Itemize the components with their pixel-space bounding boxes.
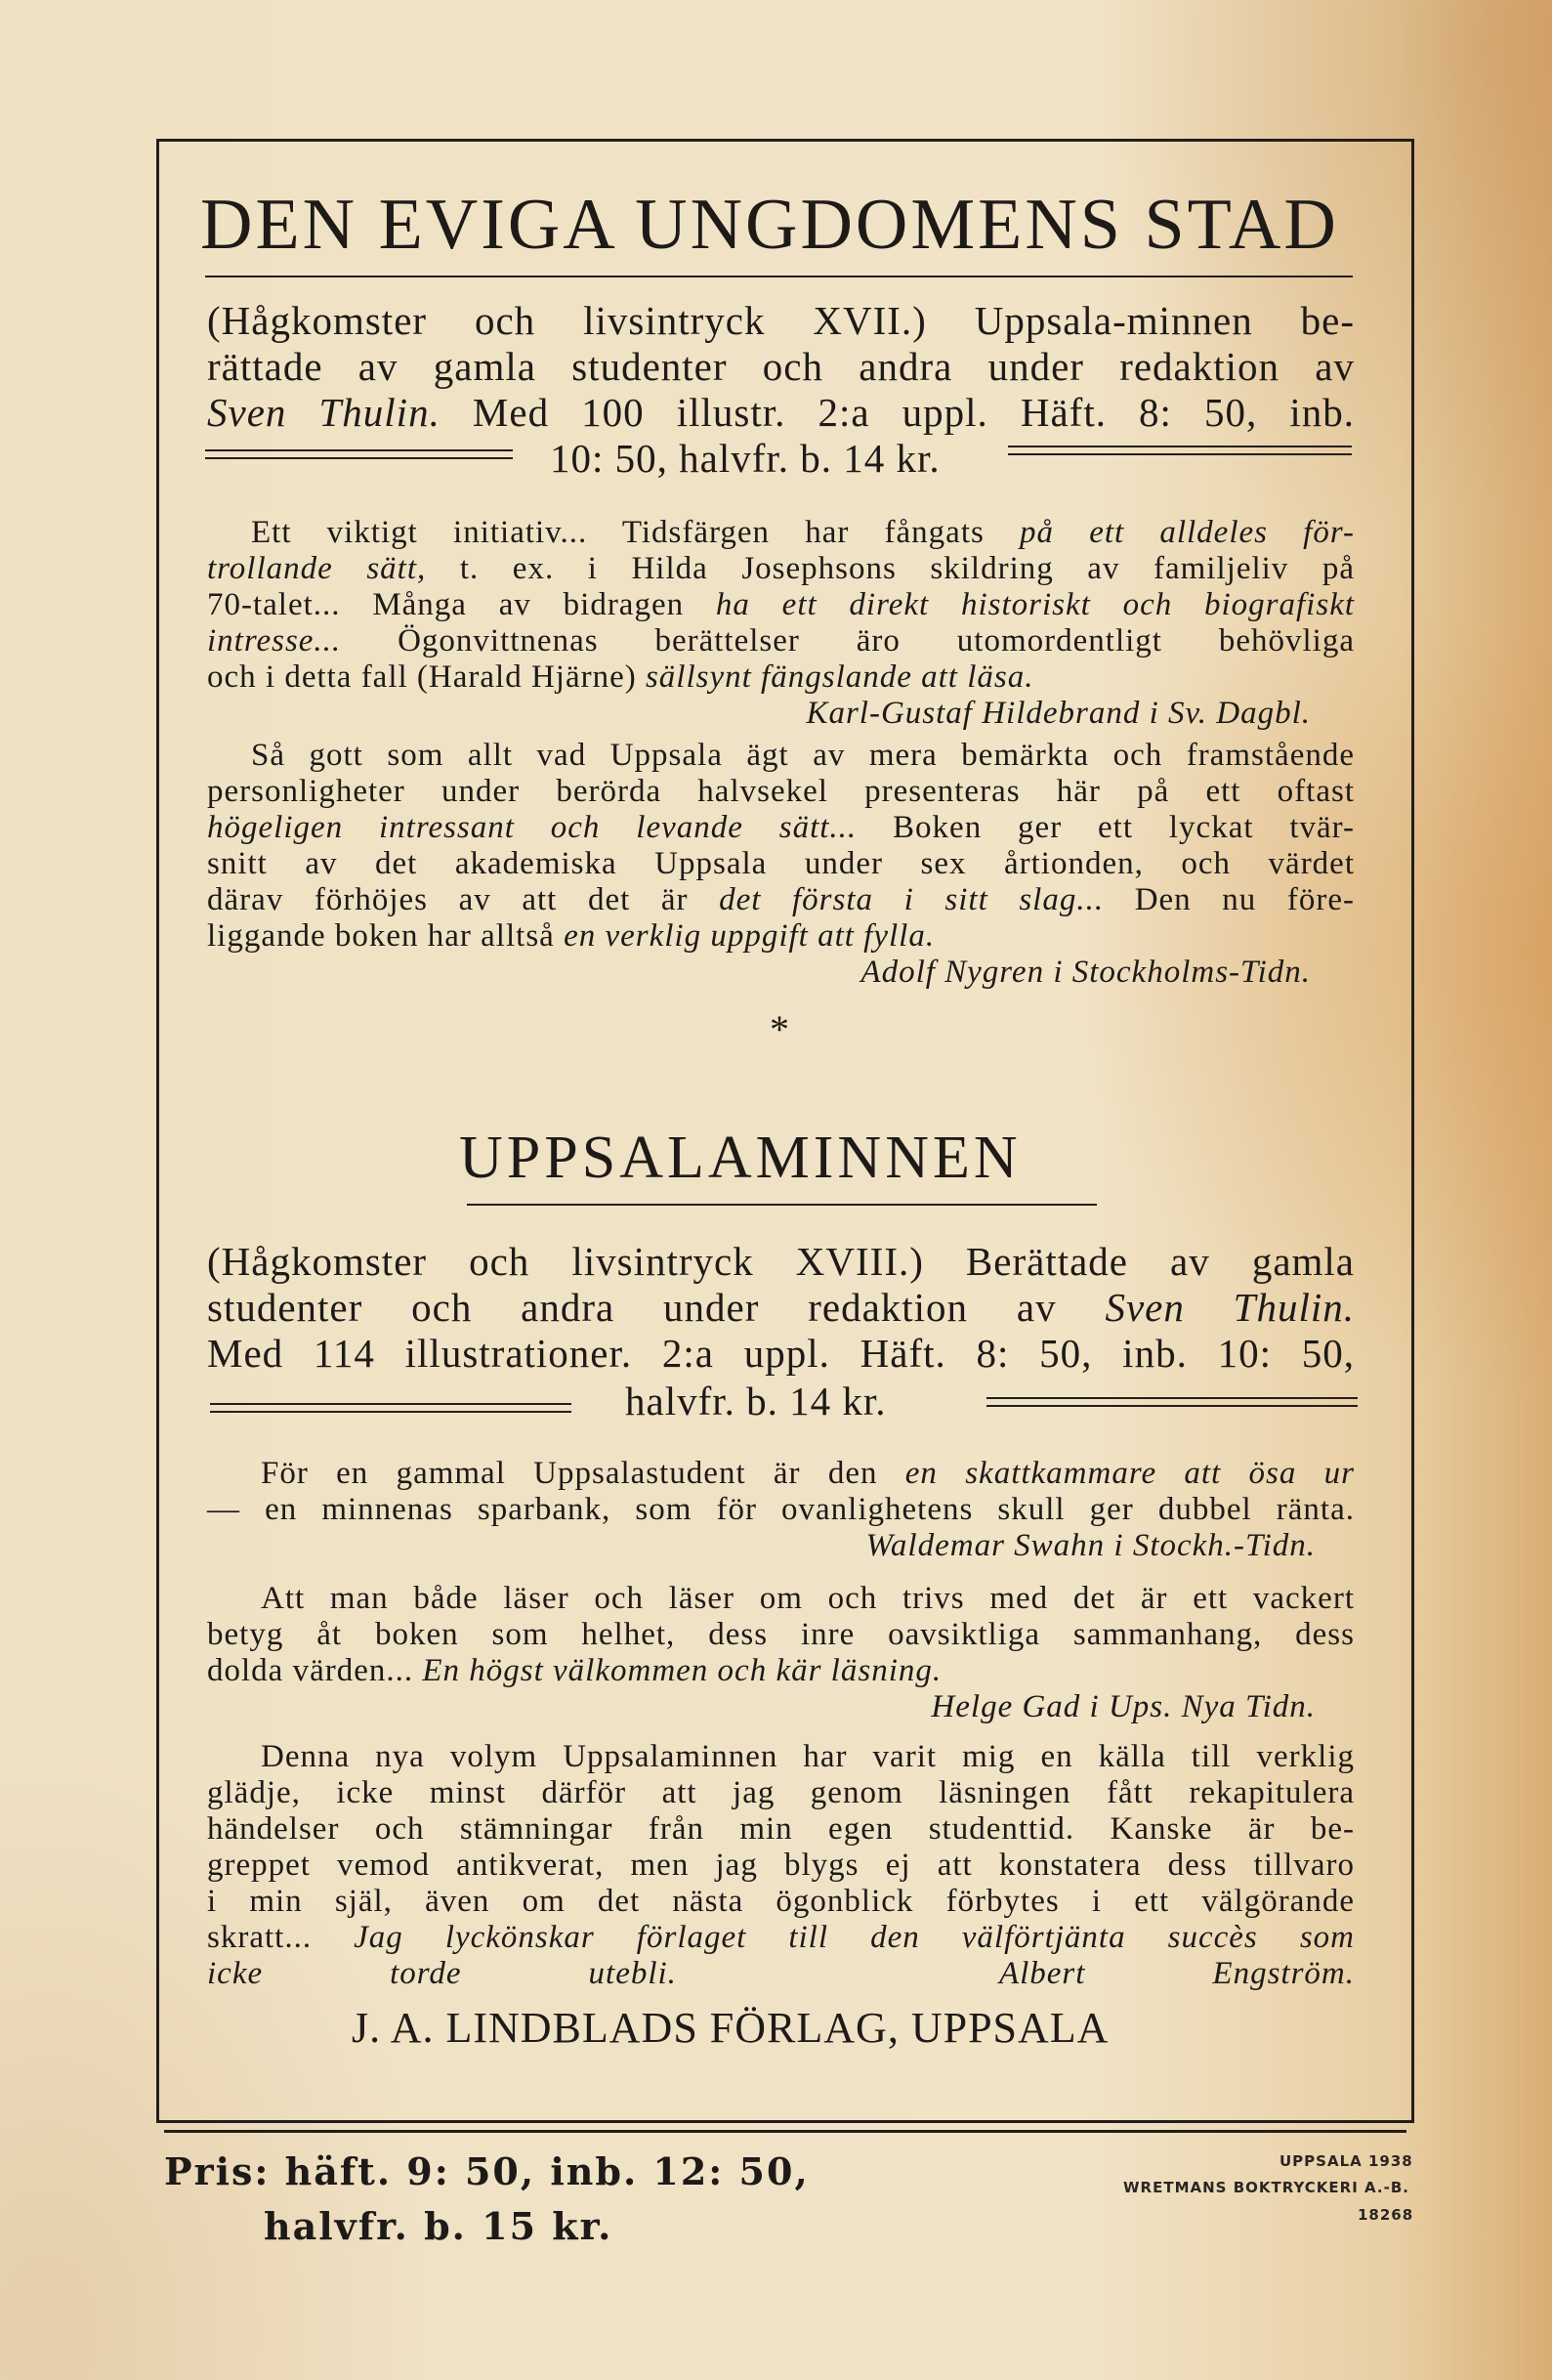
section2-desc-line: (Hågkomster och livsintryck XVIII.) Berättade av gamla bbox=[207, 1239, 1355, 1284]
review-line: i min själ, även om det nästa ögonblick förbytes i ett välgörande bbox=[207, 1884, 1355, 1919]
section1-desc-line bbox=[207, 390, 1355, 436]
section2-title-rule bbox=[467, 1204, 1097, 1206]
double-rule-left bbox=[205, 449, 513, 459]
section1-desc-line: rättade av gamla studenter och andra under redaktion av bbox=[207, 344, 1355, 389]
frame-bottom-rule bbox=[164, 2130, 1406, 2133]
review-source: Adolf Nygren i Stockholms-Tidn. bbox=[860, 955, 1311, 990]
section1-description bbox=[207, 298, 1355, 436]
review-line: betyg åt boken som helhet, dess inre oavsiktliga sammanhang, dess bbox=[207, 1617, 1355, 1652]
review-source: Helge Gad i Ups. Nya Tidn. bbox=[931, 1689, 1316, 1724]
publisher-name: J. A. LINDBLADS FÖRLAG, UPPSALA bbox=[352, 2004, 1110, 2052]
editor-name: Sven Thulin. bbox=[207, 390, 440, 435]
review-line: därav förhöjes av att det är det första i sitt slag... Den nu före- bbox=[207, 882, 1355, 917]
section1-price-line: 10: 50, halvfr. b. 14 kr. bbox=[550, 436, 941, 481]
review-line: trollande sätt, t. ex. i Hilda Josephsons skildring av familjeliv på bbox=[207, 551, 1355, 586]
section1-review-2 bbox=[207, 738, 1355, 991]
double-rule-left bbox=[210, 1403, 571, 1413]
review-line: Ett viktigt initiativ... Tidsfärgen har fångats på ett alldeles för- bbox=[251, 515, 1356, 550]
review-line: Så gott som allt vad Uppsala ägt av mera bemärkta och framstående bbox=[251, 738, 1355, 773]
printer-number: 18268 bbox=[1358, 2206, 1414, 2224]
review-line: händelser och stämningar från min egen studenttid. Kanske är be- bbox=[207, 1811, 1355, 1847]
section1-review-1 bbox=[207, 515, 1355, 732]
review-line: greppet vemod antikverat, men jag blygs ej att konstatera dess tillvaro bbox=[207, 1848, 1355, 1883]
section2-price-line: halvfr. b. 14 kr. bbox=[625, 1379, 887, 1424]
review-line: högeligen intressant och levande sätt... Boken ger ett lyckat tvär- bbox=[207, 810, 1355, 845]
printer-name: WRETMANS BOKTRYCKERI A.-B. bbox=[1123, 2179, 1409, 2196]
section1-desc-line: (Hågkomster och livsintryck XVII.) Uppsala-minnen be- bbox=[207, 298, 1355, 343]
review-line: Att man både läser och läser om och trivs med det är ett vackert bbox=[261, 1581, 1355, 1616]
section2-review-2 bbox=[207, 1581, 1355, 1725]
review-line: För en gammal Uppsalastudent är den en skattkammare att ösa ur bbox=[261, 1456, 1355, 1491]
section1-title-rule bbox=[205, 276, 1353, 277]
review-line: dolda värden... En högst välkommen och kär läsning. bbox=[207, 1653, 943, 1688]
section2-desc-line: studenter och andra under redaktion av Sven Thulin. bbox=[207, 1285, 1356, 1330]
price-line-1: Pris: häft. 9: 50, inb. 12: 50, bbox=[164, 2149, 810, 2193]
review-line: skratt... Jag lyckönskar förlaget till den välförtjänta succès som bbox=[207, 1920, 1355, 1955]
divider-star: * bbox=[770, 1007, 789, 1051]
price-line-2: halvfr. b. 15 kr. bbox=[264, 2204, 613, 2248]
review-line: snitt av det akademiska Uppsala under sex årtionden, och värdet bbox=[207, 846, 1355, 881]
review-line: — en minnenas sparbank, som för ovanlighetens skull ger dubbel ränta. bbox=[207, 1492, 1355, 1527]
section2-review-1 bbox=[207, 1456, 1355, 1564]
review-line: glädje, icke minst därför att jag genom läsningen fått rekapitulera bbox=[207, 1775, 1355, 1810]
review-source: Karl-Gustaf Hildebrand i Sv. Dagbl. bbox=[806, 696, 1311, 731]
review-line: och i detta fall (Harald Hjärne) sällsynt fängslande att läsa. bbox=[207, 659, 1034, 695]
review-line: Denna nya volym Uppsalaminnen har varit mig en källa till verklig bbox=[261, 1739, 1355, 1774]
section1-title: DEN EVIGA UNGDOMENS STAD bbox=[200, 185, 1339, 265]
review-line: 70-talet... Många av bidragen ha ett direkt historiskt och biografiskt bbox=[207, 587, 1356, 622]
review-line: intresse... Ögonvittnenas berättelser äro utomordentligt behövliga bbox=[207, 623, 1355, 659]
double-rule-right bbox=[986, 1397, 1358, 1407]
double-rule-right bbox=[1008, 446, 1352, 455]
section1-desc-text: Med 100 illustr. 2:a uppl. Häft. 8: 50, inb. bbox=[440, 390, 1356, 435]
section2-title: UPPSALAMINNEN bbox=[459, 1125, 1022, 1191]
section2-description bbox=[207, 1239, 1355, 1377]
review-source: Waldemar Swahn i Stockh.-Tidn. bbox=[865, 1528, 1316, 1563]
review-line: liggande boken har alltså en verklig uppgift att fylla. bbox=[207, 918, 936, 954]
review-line: icke torde utebli. Albert Engström. bbox=[207, 1956, 1356, 1991]
section2-review-3 bbox=[207, 1739, 1355, 1992]
printer-city-year: UPPSALA 1938 bbox=[1279, 2152, 1413, 2170]
review-line: personligheter under berörda halvsekel presenteras här på ett oftast bbox=[207, 774, 1355, 809]
section2-desc-line: Med 114 illustrationer. 2:a uppl. Häft. 8: 50, inb. 10: 50, bbox=[207, 1331, 1355, 1376]
